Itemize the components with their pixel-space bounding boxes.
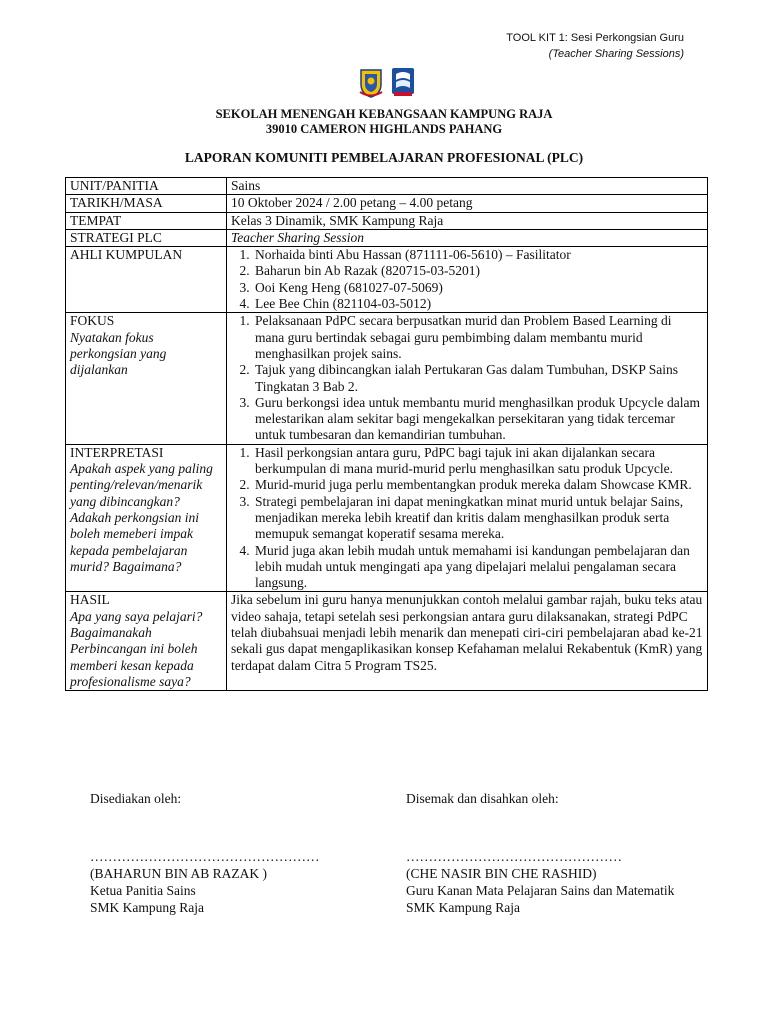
tarikh-label: TARIKH/MASA	[66, 195, 227, 212]
signatory-school: SMK Kampung Raja	[406, 900, 520, 915]
hasil-label: HASIL	[70, 592, 110, 608]
signature-line: ……………………………………………	[90, 849, 320, 864]
logo-group	[358, 66, 416, 98]
prepared-by-block	[90, 848, 320, 916]
toolkit-title: TOOL KIT 1: Sesi Perkongsian Guru	[506, 32, 684, 44]
strategi-label: STRATEGI PLC	[66, 229, 227, 246]
table-row-unit	[66, 178, 708, 195]
list-item: 3. Ooi Keng Heng (681027-07-5069)	[253, 280, 703, 296]
ahli-list	[231, 247, 703, 312]
signatory-name: (BAHARUN BIN AB RAZAK )	[90, 866, 268, 881]
ahli-label: AHLI KUMPULAN	[66, 247, 227, 313]
interpretasi-value	[227, 444, 708, 592]
strategi-value: Teacher Sharing Session	[227, 229, 708, 246]
list-item: 3. Guru berkongsi idea untuk membantu murid menghasilkan produk Upcycle dalam melestarikan alam sekitar bagi mengekalkan persekitaran yang tidak tercemar untuk tumbesaran dan kemandirian tumbuhan.	[253, 395, 703, 444]
interpretasi-label: INTERPRETASI	[70, 444, 164, 460]
fokus-list	[231, 313, 703, 443]
ahli-value	[227, 247, 708, 313]
list-item: 2. Tajuk yang dibincangkan ialah Pertukaran Gas dalam Tumbuhan, DSKP Sains Tingkatan 3 Bab 2.	[253, 362, 703, 395]
list-item: 1. Norhaida binti Abu Hassan (871111-06-5610) – Fasilitator	[253, 247, 703, 263]
signatory-position: Ketua Panitia Sains	[90, 883, 196, 898]
fokus-question: Nyatakan fokus perkongsian yang dijalankan	[70, 329, 167, 378]
signatory-school: SMK Kampung Raja	[90, 900, 204, 915]
interpretasi-label-cell	[66, 444, 227, 592]
report-table	[65, 177, 708, 691]
tempat-label: TEMPAT	[66, 212, 227, 229]
table-row-interpretasi	[66, 444, 708, 592]
report-title: LAPORAN KOMUNITI PEMBELAJARAN PROFESIONAL (PLC)	[184, 150, 584, 165]
signatory-name: (CHE NASIR BIN CHE RASHID)	[406, 866, 597, 881]
interpretasi-question: Apakah aspek yang paling penting/relevan/menarik yang dibincangkan? Adakah perkongsian ini boleh memeberi impak kepada pembelajaran murid? Bagaimana?	[70, 461, 213, 574]
list-item: 1. Pelaksanaan PdPC secara berpusatkan murid dan Problem Based Learning di mana guru bertindak sebagai guru pembimbing dalam membantu murid menghasilkan projek sains.	[253, 313, 703, 362]
list-item: 3. Strategi pembelajaran ini dapat meningkatkan minat murid untuk belajar Sains, menjadikan mereka lebih kreatif dan kritis dalam menghasilkan produk serta memupuk semangat koperatif sesama mereka.	[253, 494, 703, 543]
list-item: 2. Baharun bin Ab Razak (820715-03-5201)	[253, 263, 703, 279]
verified-by-block	[406, 848, 674, 916]
list-item: 2. Murid-murid juga perlu membentangkan produk mereka dalam Showcase KMR.	[253, 477, 703, 493]
school-address: 39010 CAMERON HIGHLANDS PAHANG	[265, 122, 503, 136]
table-row-tempat	[66, 212, 708, 229]
toolkit-header	[506, 30, 684, 62]
unit-label: UNIT/PANITIA	[66, 178, 227, 195]
hasil-label-cell	[66, 592, 227, 691]
school-crest-icon	[358, 66, 384, 98]
table-row-strategi	[66, 229, 708, 246]
table-row-tarikh	[66, 195, 708, 212]
table-row-fokus	[66, 313, 708, 444]
hasil-question: Apa yang saya pelajari? Bagaimanakah Perbincangan ini boleh memberi kesan kepada profesionalisme saya?	[70, 608, 203, 689]
list-item: 4. Murid juga akan lebih mudah untuk memahami isi kandungan pembelajaran dan lebih mudah untuk mengingati apa yang dipelajari melalui pengalaman secara langsung.	[253, 543, 703, 592]
interpretasi-list	[231, 445, 703, 592]
toolkit-subtitle: (Teacher Sharing Sessions)	[548, 48, 684, 60]
school-name: SEKOLAH MENENGAH KEBANGSAAN KAMPUNG RAJA	[215, 107, 553, 121]
fokus-label-cell	[66, 313, 227, 444]
verified-by-caption: Disemak dan disahkan oleh:	[406, 791, 559, 806]
hasil-value: Jika sebelum ini guru hanya menunjukkan contoh melalui gambar rajah, buku teks atau video sahaja, tetapi setelah sesi perkongsian antara guru dilaksanakan, strategi PdPC telah diubahsuai menjadi lebih menarik dan menepati ciri-ciri pembelajaran abad ke-21 sekali gus dapat mengaplikasikan konsep Kefahaman melalui Rekabentuk (KmR) yang terdapat dalam Citra 5 Program TS25.	[227, 592, 708, 691]
signature-line: …………………………………………	[406, 849, 622, 864]
school-emblem-icon	[390, 66, 416, 98]
list-item: 4. Lee Bee Chin (821104-03-5012)	[253, 296, 703, 312]
table-row-ahli	[66, 247, 708, 313]
unit-value: Sains	[227, 178, 708, 195]
list-item: 1. Hasil perkongsian antara guru, PdPC bagi tajuk ini akan dijalankan secara berkumpulan di mana murid-murid perlu menghasilkan satu produk Upcycle.	[253, 445, 703, 478]
fokus-value	[227, 313, 708, 444]
prepared-by-caption: Disediakan oleh:	[90, 791, 182, 806]
tempat-value: Kelas 3 Dinamik, SMK Kampung Raja	[227, 212, 708, 229]
signatory-position: Guru Kanan Mata Pelajaran Sains dan Matematik	[406, 883, 675, 898]
tarikh-value: 10 Oktober 2024 / 2.00 petang – 4.00 petang	[227, 195, 708, 212]
fokus-label: FOKUS	[70, 313, 115, 329]
table-row-hasil	[66, 592, 708, 691]
